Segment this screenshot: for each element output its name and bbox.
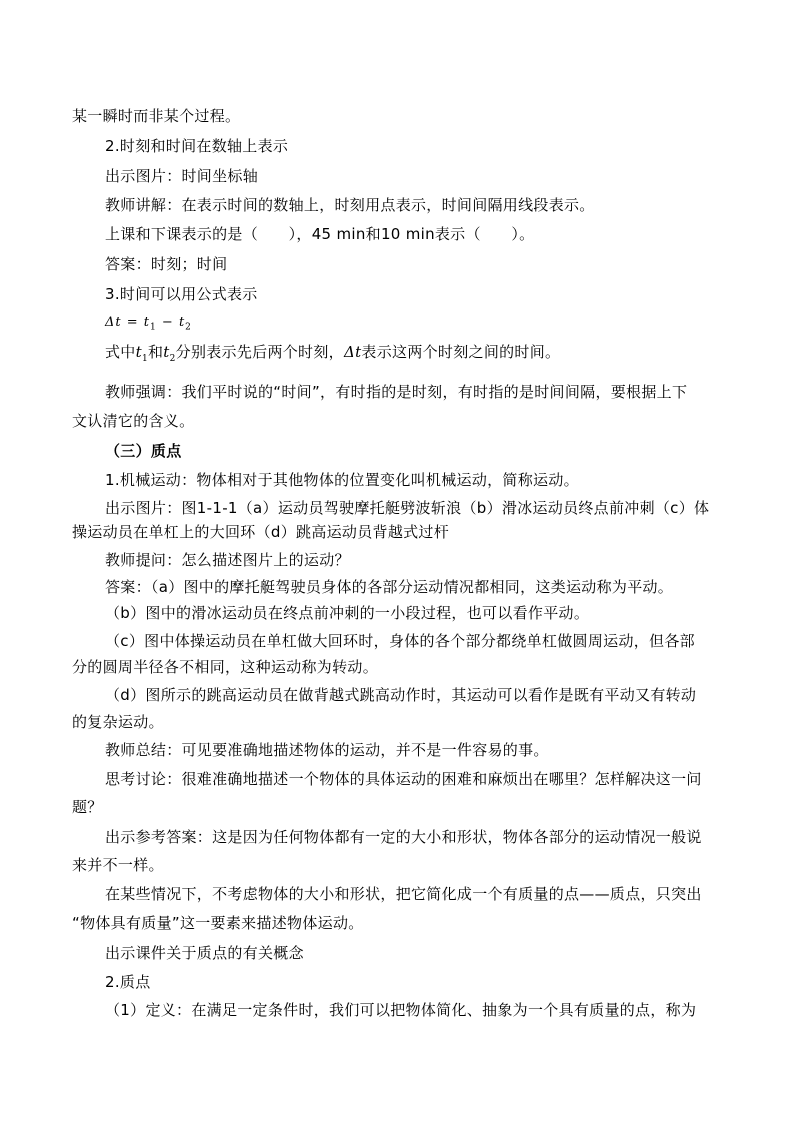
text-line: （b）图中的滑冰运动员在终点前冲刺的一小段过程，也可以看作平动。 (105, 604, 590, 622)
var-delta-t: Δt (343, 343, 362, 361)
text-line: 操运动员在单杠上的大回环（d）跳高运动员背越式过杆 (72, 523, 450, 541)
text-line: 1.机械运动：物体相对于其他物体的位置变化叫机械运动，简称运动。 (105, 471, 579, 489)
section-heading: 2.时刻和时间在数轴上表示 (105, 137, 289, 155)
text-line: 出示图片：图1-1-1（a）运动员驾驶摩托艇劈波斩浪（b）滑冰运动员终点前冲刺（c）体 (105, 499, 710, 517)
text-line: “物体具有质量”这一要素来描述物体运动。 (72, 914, 364, 932)
text-line: 某一瞬时而非某个过程。 (72, 107, 241, 125)
text-line: 文认清它的含义。 (72, 412, 195, 430)
var-t2: $t_2$ (163, 343, 176, 364)
answer-line: 答案：时刻；时间 (105, 255, 228, 273)
section-heading: 2.质点 (105, 973, 151, 991)
text-line: 教师总结：可见要准确地描述物体的运动，并不是一件容易的事。 (105, 741, 549, 759)
text-line: 式中$t_1$和$t_2$分别表示先后两个时刻，Δt表示这两个时刻之间的时间。 (105, 343, 561, 364)
text-line: 出示课件关于质点的有关概念 (105, 944, 304, 962)
formula-delta-t: Δt (105, 315, 122, 330)
var-t1: $t_1$ (135, 343, 148, 364)
answer-line: 答案：（a）图中的摩托艇驾驶员身体的各部分运动情况都相同，这类运动称为平动。 (105, 578, 674, 596)
text-line: 教师讲解：在表示时间的数轴上，时刻用点表示，时间间隔用线段表示。 (105, 196, 595, 214)
formula-t1: t (143, 315, 151, 330)
text-line: （d）图所示的跳高运动员在做背越式跳高动作时，其运动可以看作是既有平动又有转动 (105, 686, 697, 704)
formula-sub1: 1 (150, 322, 157, 333)
text-line: 的复杂运动。 (72, 713, 164, 731)
text-line: 思考讨论：很难准确地描述一个物体的具体运动的困难和麻烦出在哪里？怎样解决这一问 (105, 770, 702, 788)
formula-t2: t (178, 315, 186, 330)
text-line: 出示图片：时间坐标轴 (105, 167, 259, 185)
text-line: 出示参考答案：这是因为任何物体都有一定的大小和形状，物体各部分的运动情况一般说 (105, 828, 702, 846)
section-title: （三）质点 (105, 442, 182, 460)
question-line: 上课和下课表示的是（ ），45 min和10 min表示（ ）。 (105, 225, 535, 243)
text-line: 来并不一样。 (72, 856, 164, 874)
formula-minus: − (156, 315, 179, 330)
formula-sub2: 2 (185, 322, 192, 333)
text-line: 教师提问：怎么描述图片上的运动？ (105, 551, 350, 569)
text-line: （1）定义：在满足一定条件时，我们可以把物体简化、抽象为一个具有质量的点，称为 (105, 1001, 697, 1019)
text-line: 分的圆周半径各不相同，这种运动称为转动。 (72, 658, 379, 676)
text-line: 题？ (72, 798, 103, 816)
text-line: 教师强调：我们平时说的“时间”，有时指的是时刻，有时指的是时间间隔，要根据上下 (105, 383, 688, 401)
formula-equals: = (121, 315, 144, 330)
formula (105, 313, 192, 338)
text-line: 在某些情况下，不考虑物体的大小和形状，把它简化成一个有质量的点——质点，只突出 (105, 885, 702, 903)
text-line: （c）图中体操运动员在单杠做大回环时，身体的各个部分都绕单杠做圆周运动，但各部 (105, 632, 695, 650)
section-heading: 3.时间可以用公式表示 (105, 285, 258, 303)
